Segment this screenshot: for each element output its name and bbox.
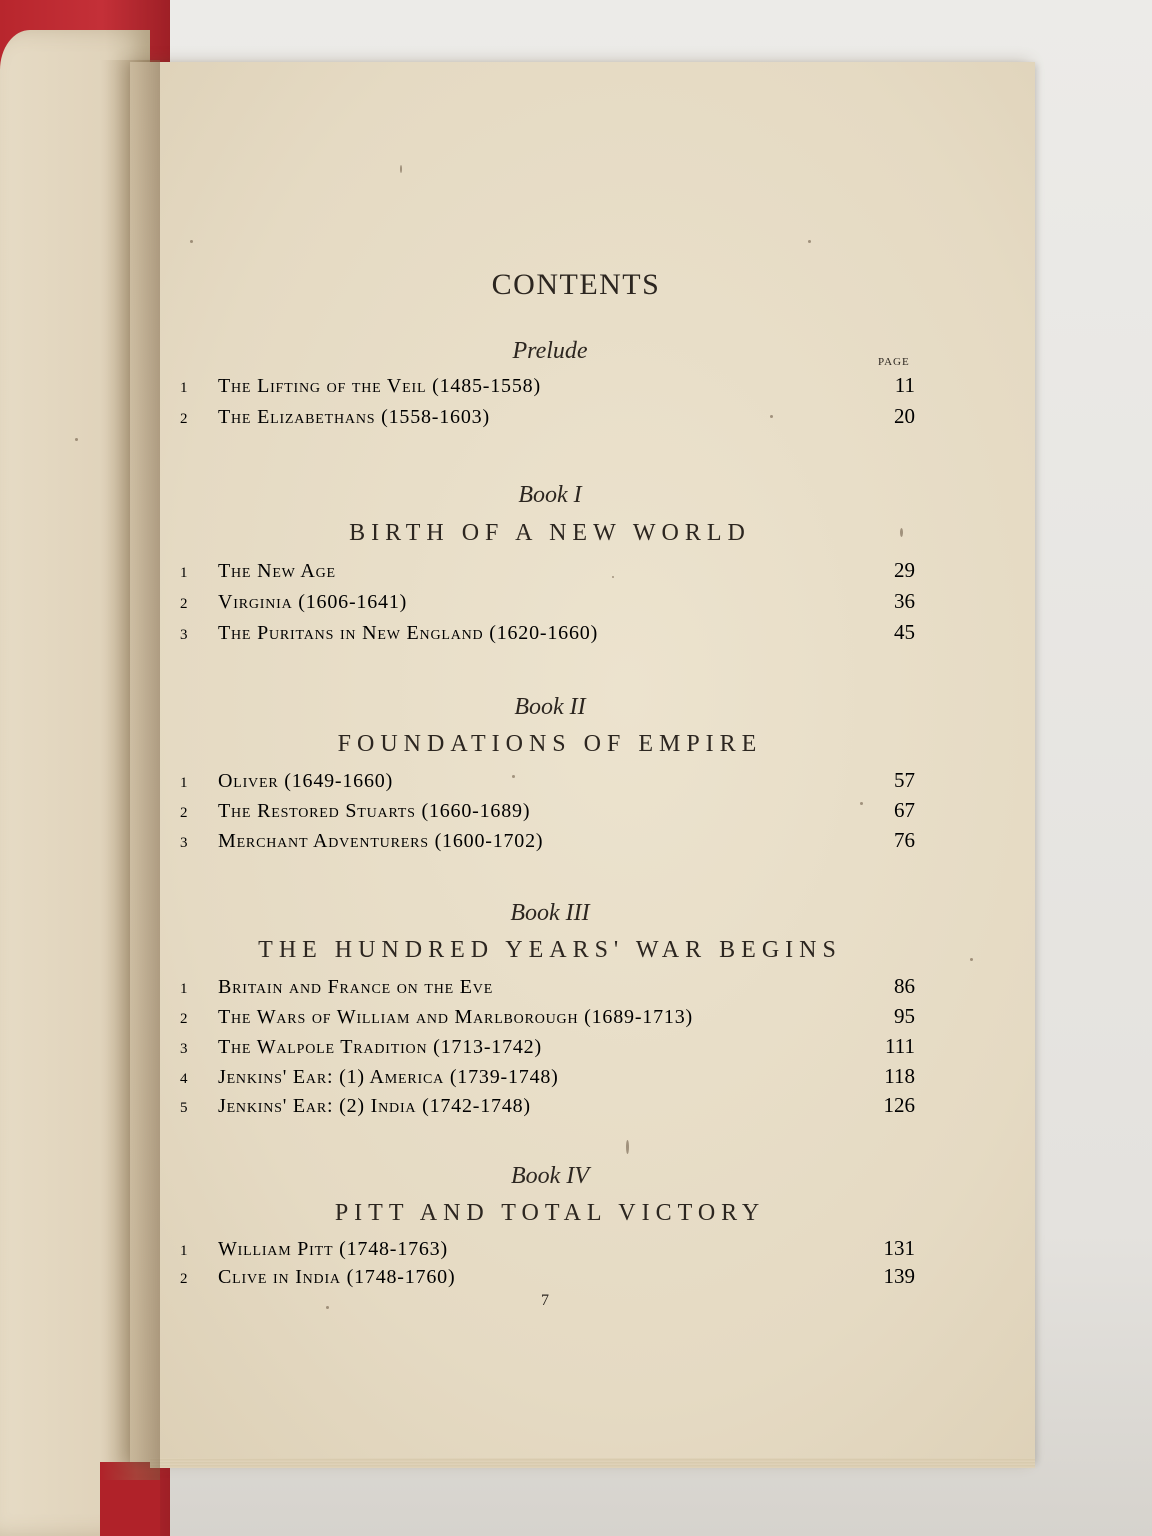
entry-title: The Lifting of the Veil (1485-1558) [218, 375, 541, 397]
paper-speck [400, 165, 402, 173]
toc-entry [180, 1236, 915, 1266]
entry-number: 2 [180, 1011, 188, 1027]
entry-title: Clive in India (1748-1760) [218, 1266, 456, 1288]
toc-entry [180, 1093, 915, 1123]
entry-page: 67 [894, 798, 915, 822]
entry-number: 1 [180, 565, 188, 581]
entry-title: The Wars of William and Marlborough (1689-1713) [218, 1006, 693, 1028]
entry-number: 1 [180, 380, 188, 396]
paper-speck [75, 438, 78, 441]
entry-page: 36 [894, 589, 915, 613]
entry-title: The Puritans in New England (1620-1660) [218, 622, 599, 644]
toc-entry [180, 589, 915, 619]
entry-page: 111 [885, 1034, 915, 1058]
page-title: CONTENTS [491, 268, 661, 301]
entry-page: 95 [894, 1004, 915, 1028]
entry-page: 20 [894, 404, 915, 428]
entry-page: 86 [894, 974, 915, 998]
entry-number: 5 [180, 1100, 188, 1116]
toc-entry [180, 1004, 915, 1034]
entry-number: 2 [180, 411, 188, 427]
toc-entry [180, 620, 915, 650]
entry-title: Virginia (1606-1641) [218, 591, 408, 613]
entry-page: 139 [883, 1264, 915, 1288]
entry-title: Oliver (1649-1660) [218, 770, 394, 792]
book-label: Book IV [511, 1163, 589, 1189]
entry-title: The New Age [218, 560, 336, 582]
page-edge [150, 1458, 1035, 1468]
book-title: PITT AND TOTAL VICTORY [334, 1200, 766, 1226]
toc-entry [180, 974, 915, 1004]
entry-page: 29 [894, 558, 915, 582]
entry-number: 1 [180, 775, 188, 791]
toc-entry [180, 373, 915, 403]
entry-number: 3 [180, 627, 188, 643]
entry-page: 11 [894, 373, 915, 397]
book-label: Book I [518, 482, 582, 508]
entry-page: 126 [883, 1093, 915, 1117]
entry-title: Jenkins' Ear: (1) America (1739-1748) [218, 1066, 559, 1088]
paper-speck [808, 240, 811, 243]
entry-number: 1 [180, 981, 188, 997]
paper-speck [326, 1306, 329, 1309]
toc-entry [180, 558, 915, 588]
toc-entry [180, 1264, 915, 1294]
book-label: Book II [514, 694, 586, 720]
toc-entry [180, 798, 915, 828]
entry-page: 45 [894, 620, 915, 644]
entry-page: 131 [883, 1236, 915, 1260]
page-number: 7 [541, 1292, 549, 1309]
prelude-label: Prelude [512, 338, 588, 364]
entry-title: The Walpole Tradition (1713-1742) [218, 1036, 542, 1058]
toc-entry [180, 768, 915, 798]
entry-title: Jenkins' Ear: (2) India (1742-1748) [218, 1095, 531, 1117]
entry-title: The Restored Stuarts (1660-1689) [218, 800, 531, 822]
toc-entry [180, 404, 915, 434]
entry-title: William Pitt (1748-1763) [218, 1238, 448, 1260]
entry-title: Britain and France on the Eve [218, 976, 494, 998]
entry-number: 3 [180, 835, 188, 851]
entry-number: 2 [180, 805, 188, 821]
entry-title: The Elizabethans (1558-1603) [218, 406, 490, 428]
toc-entry [180, 1034, 915, 1064]
entry-page: 57 [894, 768, 915, 792]
book-title: FOUNDATIONS OF EMPIRE [337, 731, 763, 757]
page-column-label: PAGE [878, 356, 910, 368]
book-title: BIRTH OF A NEW WORLD [349, 520, 751, 546]
entry-title: Merchant Adventurers (1600-1702) [218, 830, 544, 852]
toc-entry [180, 828, 915, 858]
toc-entry [180, 1064, 915, 1094]
paper-speck [626, 1140, 629, 1154]
entry-number: 2 [180, 1271, 188, 1287]
entry-number: 1 [180, 1243, 188, 1259]
entry-page: 76 [894, 828, 915, 852]
book-label: Book III [510, 900, 590, 926]
entry-page: 118 [884, 1064, 915, 1088]
entry-number: 2 [180, 596, 188, 612]
book-title: THE HUNDRED YEARS' WAR BEGINS [258, 937, 842, 963]
entry-number: 4 [180, 1071, 188, 1087]
paper-speck [190, 240, 193, 243]
entry-number: 3 [180, 1041, 188, 1057]
